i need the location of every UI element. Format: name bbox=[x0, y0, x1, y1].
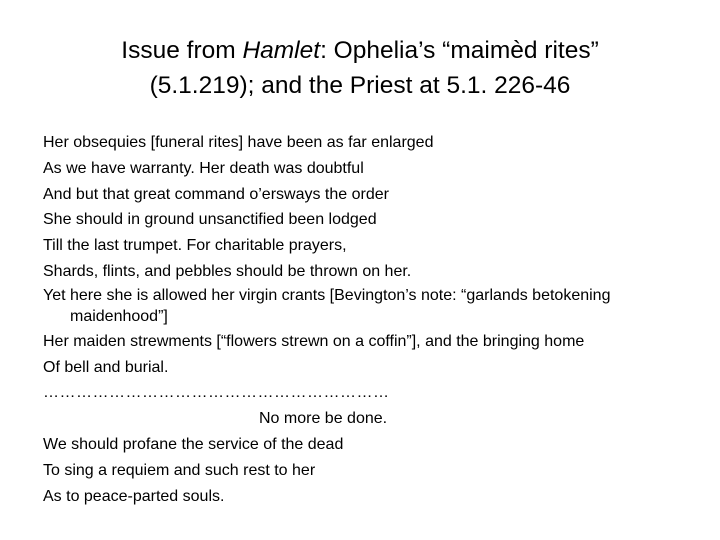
ellipsis-line: ……………………………………………………… bbox=[43, 384, 390, 402]
title-prefix: Issue from bbox=[121, 37, 243, 64]
title-suffix: : Ophelia’s “maimèd rites” bbox=[320, 37, 599, 64]
play-title: Hamlet bbox=[242, 37, 321, 64]
title-line-2: (5.1.219); and the Priest at 5.1. 226-46 bbox=[149, 72, 571, 99]
passage-line-wrapped: Yet here she is allowed her virgin crants [Bevington’s note: “garlands betokening maidenhood”] bbox=[43, 286, 611, 325]
passage-line: She should in ground unsanctified been lodged bbox=[43, 211, 377, 229]
passage-line: Her maiden strewments [“flowers strewn on a coffin”], and the bringing home bbox=[43, 332, 585, 350]
quoted-passage bbox=[43, 130, 703, 509]
passage-line: Till the last trumpet. For charitable prayers, bbox=[43, 237, 347, 255]
passage-line: Shards, flints, and pebbles should be thrown on her. bbox=[43, 262, 412, 280]
passage-line-indented: No more be done. bbox=[259, 410, 388, 428]
passage-line: We should profane the service of the dead bbox=[43, 435, 344, 453]
title-line-1 bbox=[0, 33, 720, 68]
passage-line: Her obsequies [funeral rites] have been as far enlarged bbox=[43, 134, 434, 151]
slide-title bbox=[0, 33, 720, 103]
passage-line: As we have warranty. Her death was doubtful bbox=[43, 159, 364, 177]
passage-line: Of bell and burial. bbox=[43, 358, 169, 376]
passage-line: As to peace-parted souls. bbox=[43, 487, 225, 505]
passage-line: To sing a requiem and such rest to her bbox=[43, 461, 316, 479]
passage-line: And but that great command o’ersways the order bbox=[43, 185, 389, 203]
